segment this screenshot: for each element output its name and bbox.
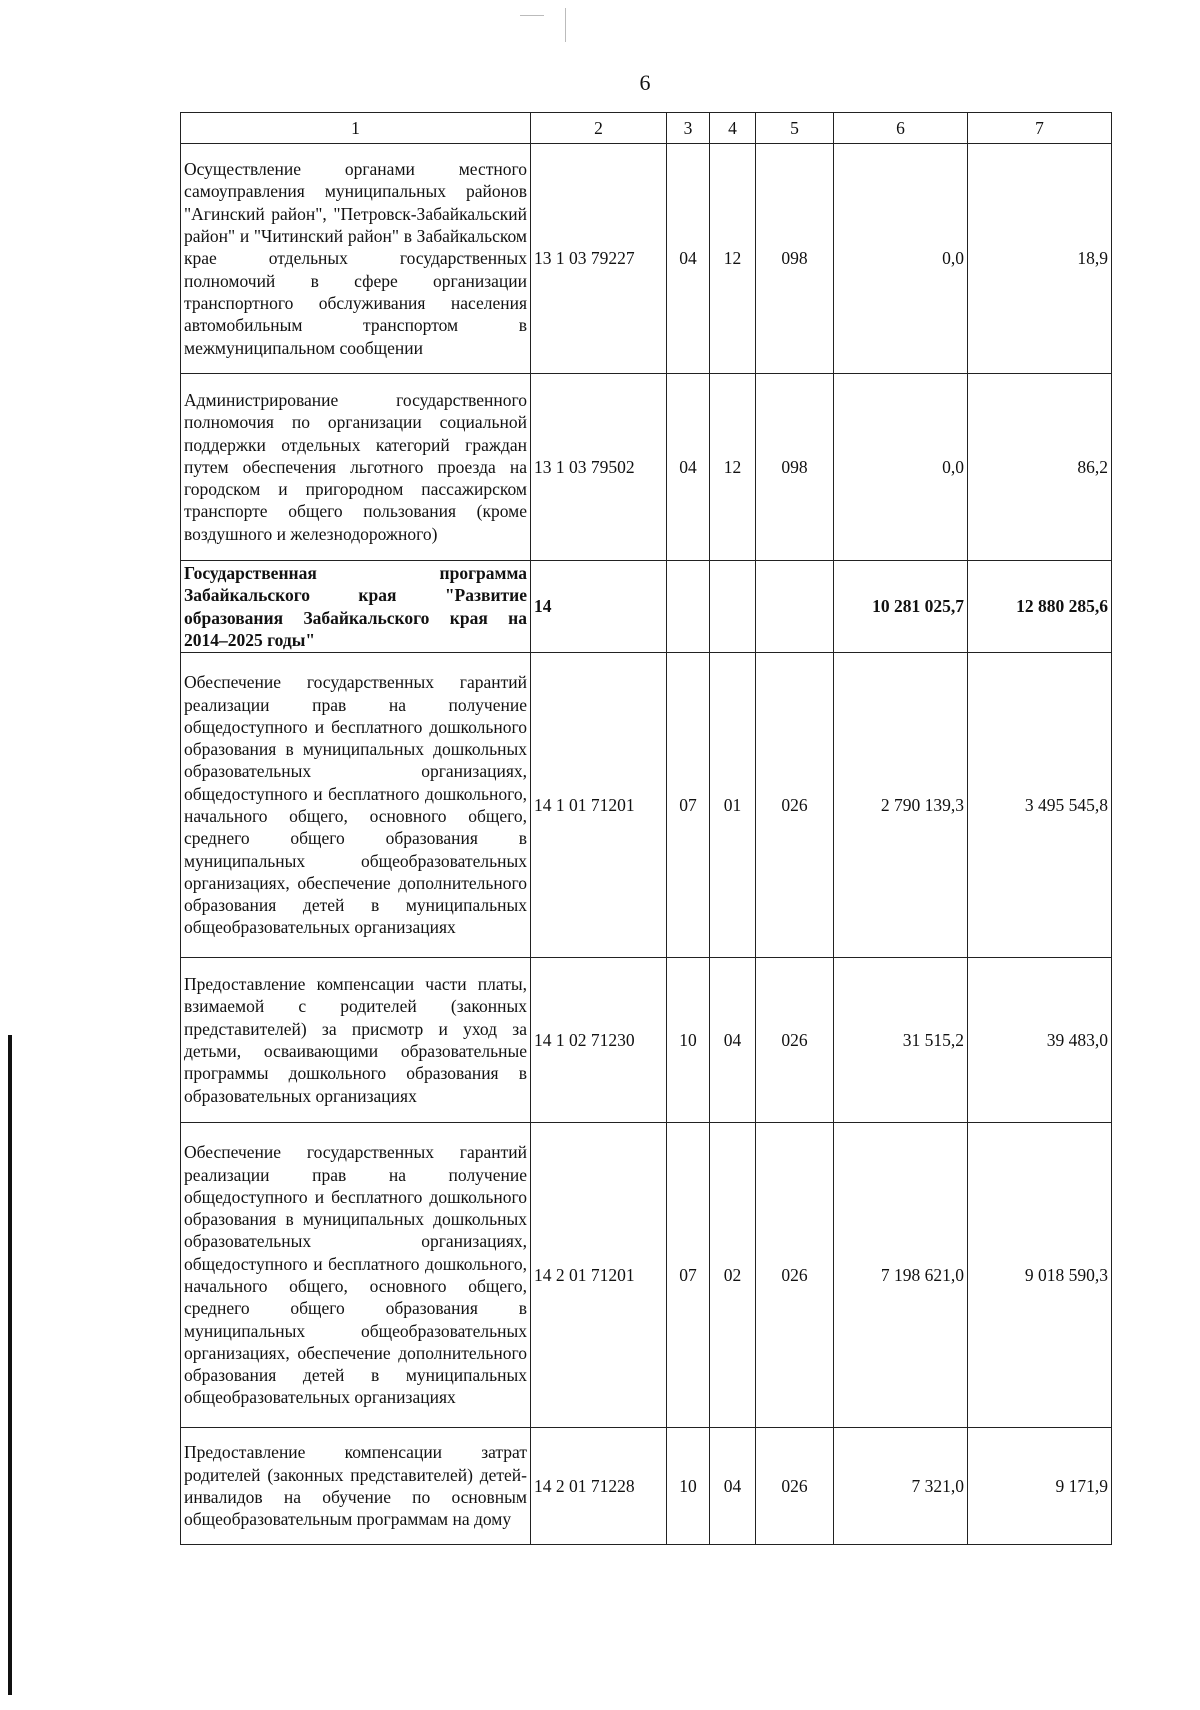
column-header-4: 4 (710, 113, 756, 144)
row-expense-type (756, 561, 834, 653)
row-section: 10 (667, 1428, 710, 1545)
row-amount-7: 12 880 285,6 (968, 561, 1112, 653)
column-header-1: 1 (181, 113, 531, 144)
scan-mark (520, 15, 544, 16)
column-header-2: 2 (531, 113, 667, 144)
table-row (181, 374, 1112, 561)
table-row-program (181, 561, 1112, 653)
row-code: 14 1 01 71201 (531, 653, 667, 958)
row-code: 13 1 03 79502 (531, 374, 667, 561)
row-amount-7: 39 483,0 (968, 958, 1112, 1123)
budget-table (180, 112, 1112, 1545)
column-header-6: 6 (834, 113, 968, 144)
row-amount-6: 0,0 (834, 144, 968, 374)
row-amount-6: 31 515,2 (834, 958, 968, 1123)
row-amount-7: 9 171,9 (968, 1428, 1112, 1545)
row-section (667, 561, 710, 653)
row-subsection: 02 (710, 1123, 756, 1428)
row-description: Обеспечение государственных гарантий реализации прав на получение общедоступного и бесплатного дошкольного образования в муниципальных дошкольных образовательных организациях, общедоступного и бесплатного дошкольного, начального общего, основного общего, среднего общего образования в муниципальных общеобразовательных организациях, обеспечение дополнительного образования детей в муниципальных общеобразовательных организациях (181, 653, 531, 958)
row-subsection: 12 (710, 144, 756, 374)
row-description: Обеспечение государственных гарантий реализации прав на получение общедоступного и бесплатного дошкольного образования в муниципальных дошкольных образовательных организациях, общедоступного и бесплатного дошкольного, начального общего, основного общего, среднего общего образования в муниципальных общеобразовательных организациях, обеспечение дополнительного образования детей в муниципальных общеобразовательных организациях (181, 1123, 531, 1428)
table-header-row (181, 113, 1112, 144)
row-description: Предоставление компенсации затрат родителей (законных представителей) детей-инвалидов на обучение по основным общеобразовательным программам на дому (181, 1428, 531, 1545)
row-expense-type: 026 (756, 653, 834, 958)
row-code: 14 2 01 71228 (531, 1428, 667, 1545)
row-section: 07 (667, 1123, 710, 1428)
row-amount-6: 0,0 (834, 374, 968, 561)
row-subsection: 04 (710, 1428, 756, 1545)
scan-edge-shadow (8, 1035, 12, 1695)
row-section: 04 (667, 144, 710, 374)
column-header-7: 7 (968, 113, 1112, 144)
row-section: 07 (667, 653, 710, 958)
row-amount-7: 3 495 545,8 (968, 653, 1112, 958)
table-row (181, 1123, 1112, 1428)
row-amount-7: 86,2 (968, 374, 1112, 561)
column-header-5: 5 (756, 113, 834, 144)
row-subsection: 12 (710, 374, 756, 561)
table-row (181, 958, 1112, 1123)
row-subsection (710, 561, 756, 653)
table-row (181, 653, 1112, 958)
scan-mark (565, 8, 566, 42)
row-description: Предоставление компенсации части платы, взимаемой с родителей (законных представителей) за присмотр и уход за детьми, осваивающими образовательные программы дошкольного образования в образовательных организациях (181, 958, 531, 1123)
row-subsection: 01 (710, 653, 756, 958)
row-expense-type: 026 (756, 958, 834, 1123)
row-section: 04 (667, 374, 710, 561)
row-amount-6: 10 281 025,7 (834, 561, 968, 653)
row-expense-type: 098 (756, 374, 834, 561)
row-amount-6: 7 198 621,0 (834, 1123, 968, 1428)
row-description: Осуществление органами местного самоуправления муниципальных районов "Агинский район", "Петровск-Забайкальский район" и "Читинский район" в Забайкальском крае отдельных государственных полномочий в сфере организации транспортного обслуживания населения автомобильным транспортом в межмуниципальном сообщении (181, 144, 531, 374)
row-description: Государственная программа Забайкальского края "Развитие образования Забайкальского края на 2014–2025 годы" (181, 561, 531, 653)
row-expense-type: 026 (756, 1428, 834, 1545)
column-header-3: 3 (667, 113, 710, 144)
row-subsection: 04 (710, 958, 756, 1123)
row-code: 13 1 03 79227 (531, 144, 667, 374)
row-description: Администрирование государственного полномочия по организации социальной поддержки отдельных категорий граждан путем обеспечения льготного проезда на городском и пригородном пассажирском транспорте общего пользования (кроме воздушного и железнодорожного) (181, 374, 531, 561)
row-code: 14 2 01 71201 (531, 1123, 667, 1428)
row-code: 14 1 02 71230 (531, 958, 667, 1123)
table-row (181, 1428, 1112, 1545)
page-number: 6 (639, 70, 651, 95)
row-section: 10 (667, 958, 710, 1123)
row-amount-6: 7 321,0 (834, 1428, 968, 1545)
table-row (181, 144, 1112, 374)
row-amount-6: 2 790 139,3 (834, 653, 968, 958)
row-expense-type: 026 (756, 1123, 834, 1428)
row-expense-type: 098 (756, 144, 834, 374)
row-code: 14 (531, 561, 667, 653)
row-amount-7: 18,9 (968, 144, 1112, 374)
row-amount-7: 9 018 590,3 (968, 1123, 1112, 1428)
